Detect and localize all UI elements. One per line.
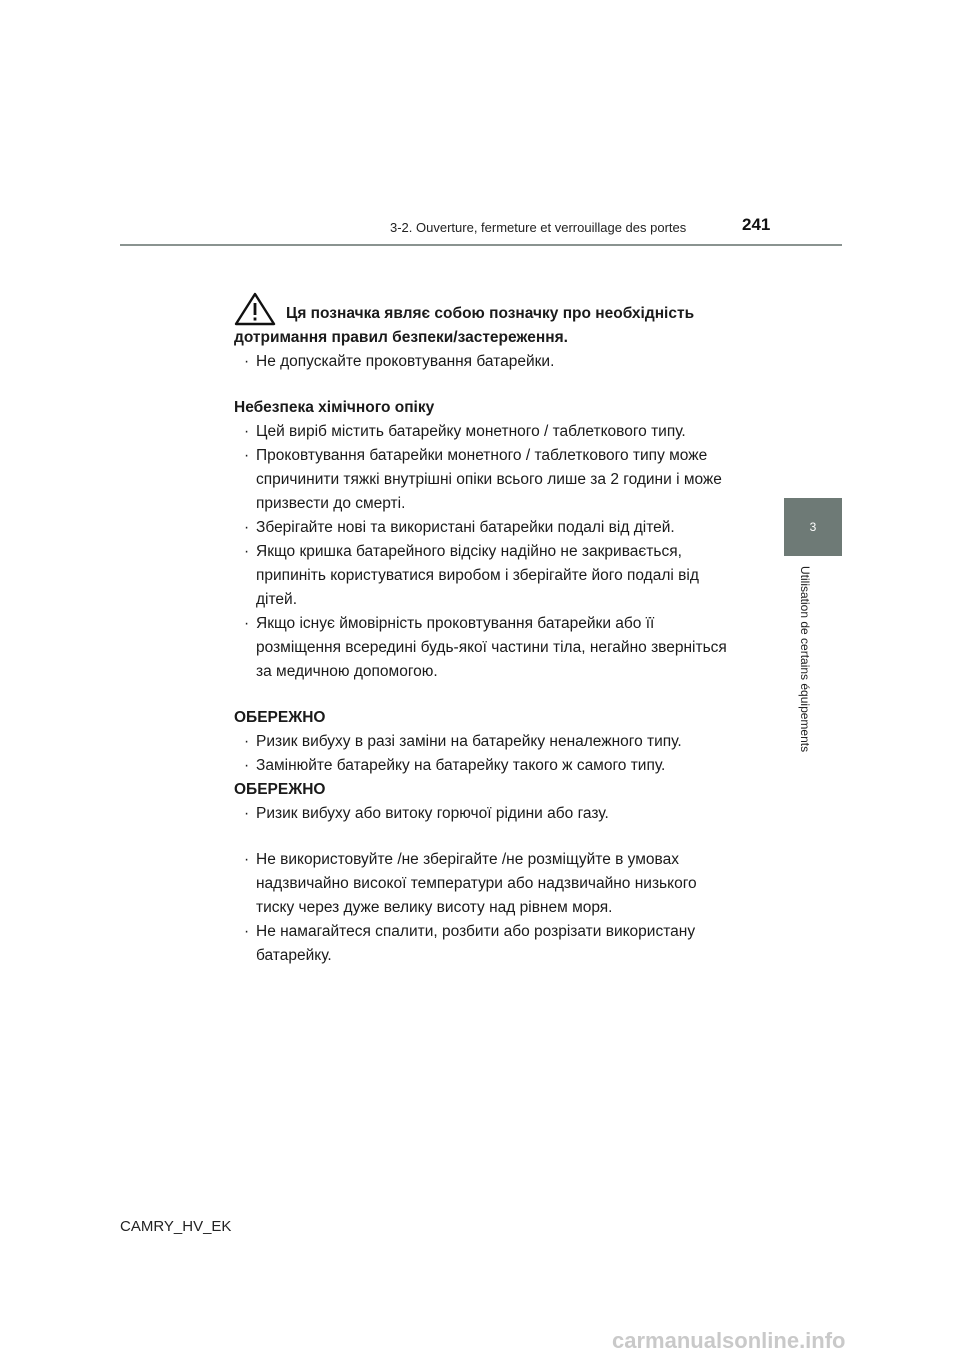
chapter-label: Utilisation de certains équipements (798, 566, 812, 753)
chemical-burn-heading: Небезпека хімічного опіку (234, 399, 435, 416)
watermark: carmanualsonline.info (612, 1328, 846, 1353)
list-item: · Зберігайте нові та використані батарейки подалі від дітей. (244, 519, 675, 536)
list-item: · Не використовуйте /не зберігайте /не розміщуйте в умовах надзвичайно високої температури або надзвичайно низького тиску через дуже велику висоту над рівнем моря. (244, 851, 697, 916)
warning-title-line2: дотримання правил безпеки/застереження. (234, 329, 568, 346)
page-number: 241 (742, 215, 771, 234)
list-item: · Замінюйте батарейку на батарейку такого ж самого типу. (244, 757, 666, 774)
document-code: CAMRY_HV_EK (120, 1218, 232, 1235)
page-content (234, 292, 734, 968)
warning-title-row (234, 292, 734, 326)
warning-title-line1: Ця позначка являє собою позначку про необхідність (286, 305, 695, 322)
list-item: · Проковтування батарейки монетного / таблеткового типу може спричинити тяжкі внутрішні опіки всього лише за 2 години і може призвести до смерті. (244, 447, 722, 512)
section-title: 3-2. Ouverture, fermeture et verrouillage des portes (390, 220, 687, 235)
warning-triangle-icon (234, 292, 276, 326)
list-item: · Ризик вибуху або витоку горючої рідини або газу. (244, 805, 609, 822)
header-divider (120, 244, 842, 246)
caution-heading: ОБЕРЕЖНО (234, 709, 326, 726)
list-item: · Цей виріб містить батарейку монетного / таблеткового типу. (244, 423, 686, 440)
chapter-number: 3 (809, 520, 817, 534)
chapter-tab (784, 498, 842, 556)
list-item: · Якщо існує ймовірність проковтування батарейки або її розміщення всередині будь-якої частини тіла, негайно зверніться за медичною допомогою. (244, 615, 727, 680)
list-item: · Якщо кришка батарейного відсіку надійно не закривається, припиніть користуватися виробом і зберігайте його подалі від дітей. (244, 543, 699, 608)
list-item: · Не намагайтеся спалити, розбити або розрізати використану батарейку. (244, 923, 696, 964)
caution-heading: ОБЕРЕЖНО (234, 781, 326, 798)
list-item: · Не допускайте проковтування батарейки. (244, 353, 555, 370)
list-item: · Ризик вибуху в разі заміни на батарейку неналежного типу. (244, 733, 682, 750)
